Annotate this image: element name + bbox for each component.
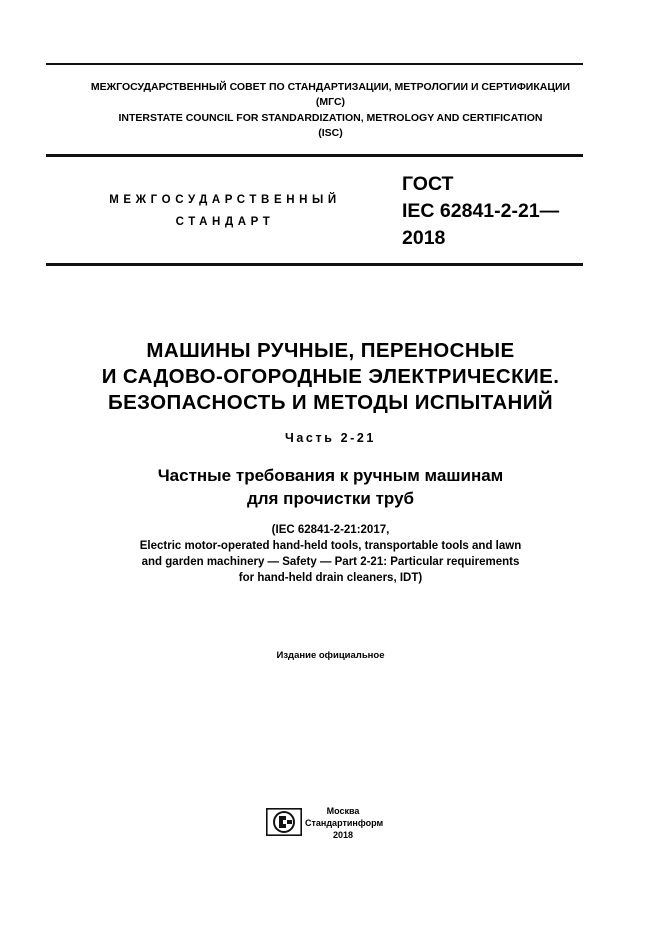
council-en-line2: (ISC) [318, 127, 343, 139]
iec-line2: Electric motor-operated hand-held tools, transportable tools and lawn [139, 540, 522, 552]
title-line1: МАШИНЫ РУЧНЫЕ, ПЕРЕНОСНЫЕ [146, 339, 515, 362]
publisher-year: 2018 [332, 830, 354, 840]
publisher-name: Стандартинформ [305, 818, 384, 828]
council-ru-line2: (МГС) [315, 96, 346, 108]
subtitle-line2: для прочистки труб [246, 489, 415, 508]
council-en-name [0, 111, 661, 141]
official-edition: Издание официальное [276, 650, 385, 661]
standard-kind [60, 189, 390, 233]
council-en-line1: INTERSTATE COUNCIL FOR STANDARDIZATION, METROLOGY AND CERTIFICATION [118, 112, 543, 124]
iec-line4: for hand-held drain cleaners, IDT) [238, 572, 423, 584]
standartinform-logo-icon [266, 808, 302, 836]
council-ru-name [0, 80, 661, 110]
top-rule [46, 63, 583, 65]
standard-kind-line1: МЕЖГОСУДАРСТВЕННЫЙ [109, 194, 341, 206]
gost-line2: IEC 62841-2-21— [402, 200, 560, 222]
gost-designation [402, 171, 559, 252]
council-rule [46, 154, 583, 157]
council-ru-line1: МЕЖГОСУДАРСТВЕННЫЙ СОВЕТ ПО СТАНДАРТИЗАЦИИ, МЕТРОЛОГИИ И СЕРТИФИКАЦИИ [90, 81, 571, 93]
standard-subtitle [0, 464, 661, 510]
designation-rule [46, 263, 583, 266]
gost-line1: ГОСТ [402, 173, 454, 195]
subtitle-line1: Частные требования к ручным машинам [157, 466, 504, 485]
title-line3: БЕЗОПАСНОСТЬ И МЕТОДЫ ИСПЫТАНИЙ [107, 391, 554, 414]
standard-title [0, 338, 661, 416]
title-line2: И САДОВО-ОГОРОДНЫЕ ЭЛЕКТРИЧЕСКИЕ. [101, 365, 560, 388]
iec-line1: (IEC 62841-2-21:2017, [271, 524, 390, 536]
publisher-block [305, 805, 384, 841]
gost-line3: 2018 [402, 227, 446, 249]
part-number: Часть 2-21 [285, 431, 376, 445]
standard-kind-line2: СТАНДАРТ [175, 216, 275, 228]
publisher-city: Москва [326, 806, 360, 816]
iec-reference [0, 522, 661, 586]
iec-line3: and garden machinery — Safety — Part 2-21: Particular requirements [141, 556, 520, 568]
